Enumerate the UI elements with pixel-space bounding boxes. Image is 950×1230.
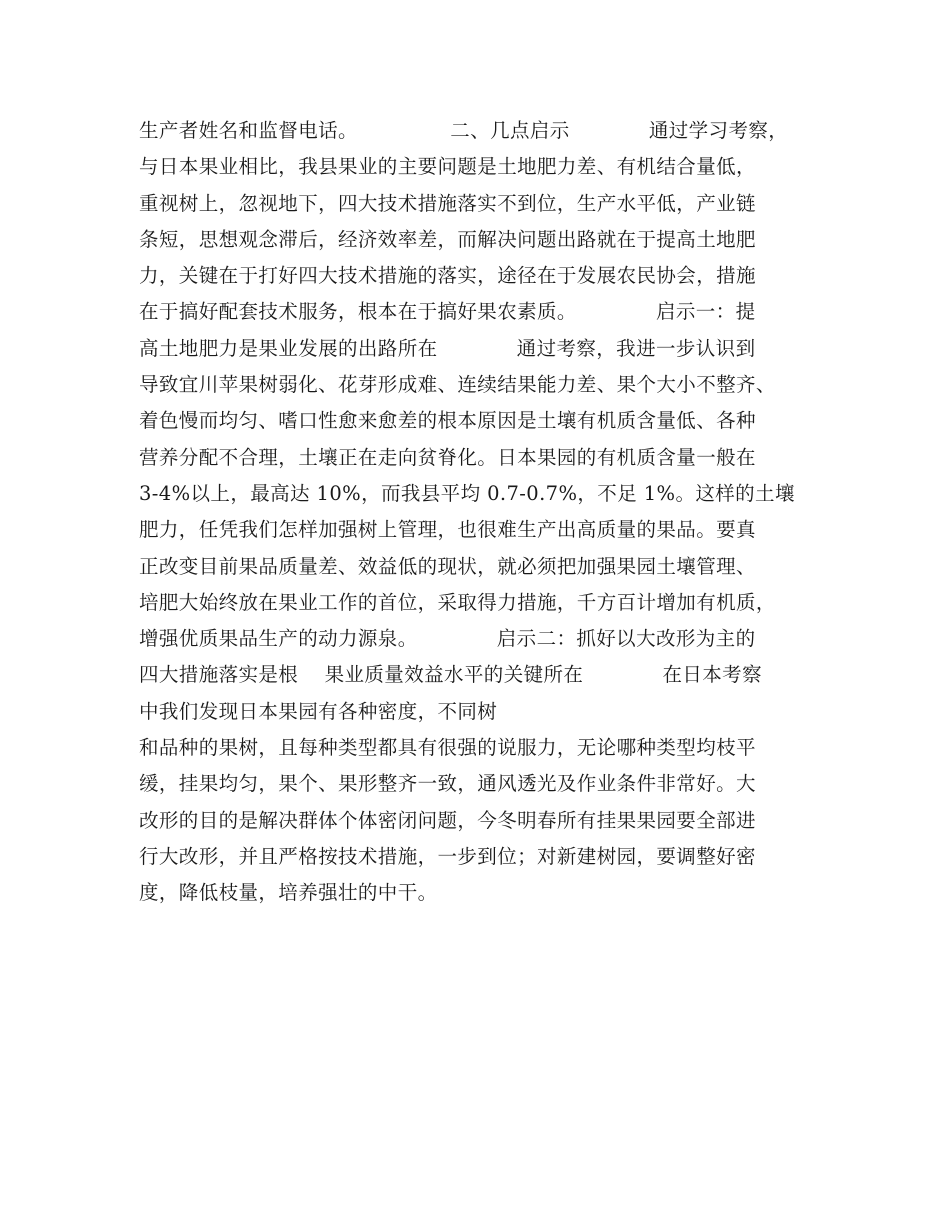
text-line: 和品种的果树，且每种类型都具有很强的说服力，无论哪种类型均枝平	[139, 736, 756, 760]
text-line: 四大措施落实是根 果业质量效益水平的关键所在 在日本考察	[139, 663, 762, 687]
text-line: 着色慢而均匀、嗜口性愈来愈差的根本原因是土壤有机质含量低、各种	[139, 409, 756, 433]
text-line: 生产者姓名和监督电话。 二、几点启示 通过学习考察，	[139, 119, 789, 142]
text-line: 营养分配不合理，土壤正在走向贫脊化。日本果园的有机质含量一般在	[139, 445, 756, 469]
text-line: 与日本果业相比，我县果业的主要问题是土地肥力差、有机结合量低，	[139, 155, 756, 179]
text-line: 在于搞好配套技术服务，根本在于搞好果农素质。 启示一：提	[139, 300, 756, 324]
text-line: 导致宜川苹果树弱化、花芽形成难、连续结果能力差、果个大小不整齐、	[139, 373, 776, 397]
text-line: 培肥大始终放在果业工作的首位，采取得力措施，千方百计增加有机质，	[139, 590, 776, 614]
text-line: 行大改形，并且严格按技术措施，一步到位；对新建树园，要调整好密	[139, 844, 756, 868]
text-line: 重视树上，忽视地下，四大技术措施落实不到位，生产水平低，产业链	[139, 191, 756, 215]
text-line: 增强优质果品生产的动力源泉。 启示二：抓好以大改形为主的	[139, 627, 756, 651]
text-line: 中我们发现日本果园有各种密度，不同树	[139, 699, 498, 723]
text-line: 高土地肥力是果业发展的出路所在 通过考察，我进一步认识到	[139, 336, 756, 360]
text-line: 3-4%以上，最高达 10%，而我县平均 0.7-0.7%，不足 1%。这样的土壤	[139, 481, 795, 505]
body-text	[139, 113, 839, 912]
text-line: 度，降低枝量，培养强壮的中干。	[139, 881, 438, 905]
text-line: 力，关键在于打好四大技术措施的落实，途径在于发展农民协会，措施	[139, 264, 756, 288]
text-line: 条短，思想观念滞后，经济效率差，而解决问题出路就在于提高土地肥	[139, 227, 756, 251]
text-line: 改形的目的是解决群体个体密闭问题，今冬明春所有挂果果园要全部进	[139, 808, 756, 832]
text-line: 缓，挂果均匀，果个、果形整齐一致，通风透光及作业条件非常好。大	[139, 772, 756, 796]
text-line: 肥力，任凭我们怎样加强树上管理，也很难生产出高质量的果品。要真	[139, 518, 756, 542]
text-line: 正改变目前果品质量差、效益低的现状，就必须把加强果园土壤管理、	[139, 554, 756, 578]
